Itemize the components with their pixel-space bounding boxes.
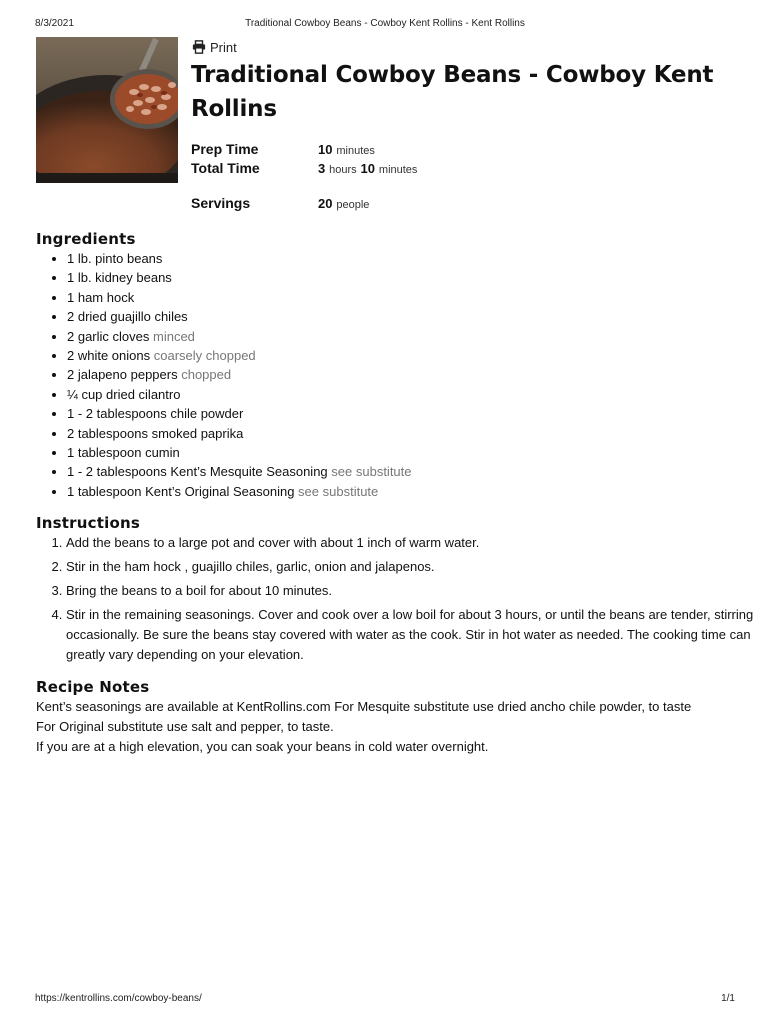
ingredient-item: • 1 - 2 tablespoons chile powder — [67, 404, 412, 423]
ingredient-item: • 1 lb. pinto beans — [67, 249, 412, 268]
ingredient-item: • 2 white onions coarsely chopped — [67, 346, 412, 365]
printer-icon — [192, 40, 206, 54]
recipe-photo — [36, 37, 178, 183]
ingredient-item: • 2 garlic cloves minced — [67, 327, 412, 346]
prep-time-unit: minutes — [336, 145, 375, 157]
servings-label: Servings — [191, 195, 251, 211]
total-time-hours-unit: hours — [329, 164, 357, 176]
recipe-title: Traditional Cowboy Beans - Cowboy Kent Rollins — [191, 62, 714, 122]
ingredient-item: • ¼ cup dried cilantro — [67, 385, 412, 404]
total-time-value — [318, 160, 417, 176]
instruction-step: 2. Stir in the ham hock , guajillo chiles, garlic, onion and jalapenos. — [66, 557, 766, 577]
instruction-step: 3. Bring the beans to a boil for about 10 minutes. — [66, 581, 766, 601]
recipe-note-line: Kent’s seasonings are available at KentRollins.com For Mesquite substitute use dried ancho chile powder, to taste — [36, 699, 692, 714]
page-number: 1/1 — [721, 993, 735, 1004]
servings-unit: people — [336, 199, 370, 211]
ingredient-item: • 1 - 2 tablespoons Kent’s Mesquite Seasoning see substitute — [67, 462, 412, 481]
page-url: https://kentrollins.com/cowboy-beans/ — [35, 993, 202, 1004]
recipe-notes-heading: Recipe Notes — [36, 678, 150, 696]
instruction-step: 1. Add the beans to a large pot and cover with about 1 inch of warm water. — [66, 533, 766, 553]
ingredient-item: • 1 tablespoon Kent’s Original Seasoning see substitute — [67, 482, 412, 501]
recipe-note-line: For Original substitute use salt and pepper, to taste. — [36, 719, 334, 734]
ingredient-item: • 1 tablespoon cumin — [67, 443, 412, 462]
ingredients-list — [36, 249, 412, 501]
recipe-note-line: If you are at a high elevation, you can soak your beans in cold water overnight. — [36, 739, 489, 754]
prep-time-number: 10 — [318, 142, 333, 157]
servings-value — [318, 195, 369, 211]
print-button[interactable] — [192, 38, 237, 56]
total-time-minutes-unit: minutes — [378, 164, 418, 176]
instructions-heading: Instructions — [36, 514, 140, 532]
ingredient-item: • 2 dried guajillo chiles — [67, 307, 412, 326]
ingredients-heading: Ingredients — [36, 230, 136, 248]
prep-time-label: Prep Time — [191, 141, 259, 157]
print-label: Print — [210, 39, 237, 55]
total-time-label: Total Time — [191, 160, 260, 176]
bean-pot-photo — [36, 37, 178, 183]
ingredient-item: • 1 lb. kidney beans — [67, 268, 412, 287]
recipe-notes-body — [36, 697, 736, 757]
print-date: 8/3/2021 — [35, 18, 74, 29]
print-document-title: Traditional Cowboy Beans - Cowboy Kent Rollins - Kent Rollins — [245, 18, 525, 29]
total-time-hours: 3 — [318, 161, 326, 176]
total-time-minutes: 10 — [360, 161, 376, 176]
ingredient-item: • 1 ham hock — [67, 288, 412, 307]
prep-time-value — [318, 141, 375, 157]
ingredient-item: • 2 tablespoons smoked paprika — [67, 424, 412, 443]
instruction-step: 4. Stir in the remaining seasonings. Cover and cook over a low boil for about 3 hours, or until the beans are tender, stirring occasionally. Be sure the beans stay covered with water as the cook. Stir in hot water as needed. The cooking time can greatly vary depending on your elevation. — [66, 605, 766, 665]
instructions-list — [36, 533, 766, 669]
servings-number: 20 — [318, 196, 333, 211]
ingredient-item: • 2 jalapeno peppers chopped — [67, 365, 412, 384]
